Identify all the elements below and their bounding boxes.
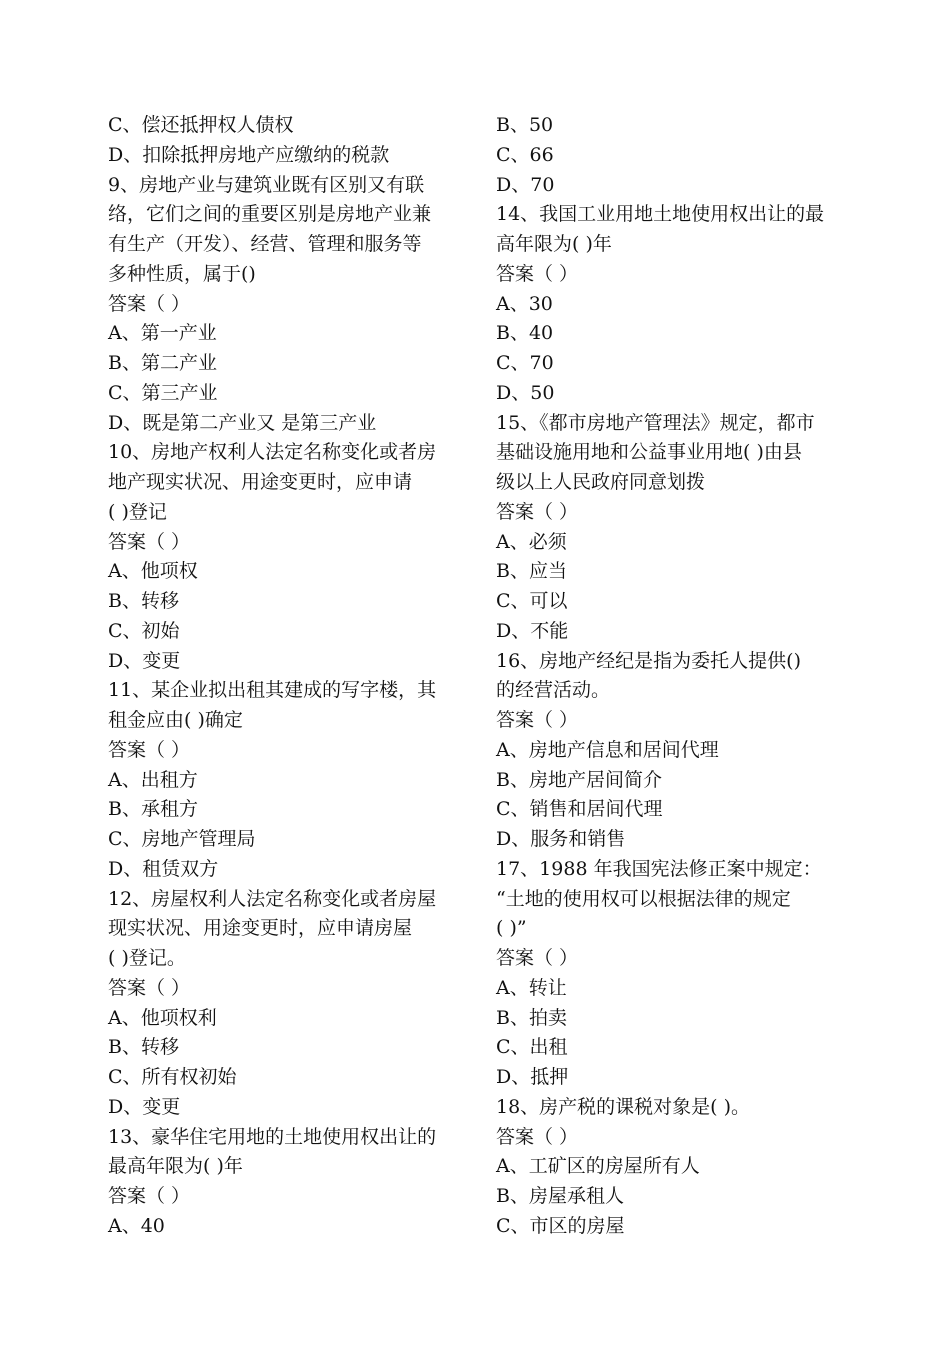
question-text-line: 最高年限为( )年 [108,1155,243,1178]
question-text: 18、房产税的课税对象是( )。 [496,1095,751,1118]
option-item: D、租赁双方 [108,857,219,880]
option-item: C、所有权初始 [108,1066,237,1088]
option-item: B、40 [496,322,554,345]
question-text-line: 级以上人民政府同意划拨 [496,471,706,493]
option-item: A、40 [108,1214,165,1237]
option-item: A、30 [496,292,553,315]
answer-label: 答案（ ） [108,976,191,999]
option-item: D、变更 [108,1095,181,1118]
question-text-line: 络，它们之间的重要区别是房地产业兼 [108,203,432,226]
question-text-line: 基础设施用地和公益事业用地( )由县 [496,441,802,464]
answer-label: 答案（ ） [108,1185,191,1207]
question-text-line: “土地的使用权可以根据法律的规定 [496,887,791,910]
option-item: D、服务和销售 [496,828,626,850]
question-text-line: 多种性质，属于() [108,262,256,285]
answer-label: 答案（ ） [496,947,579,969]
question-text-line: 租金应由( )确定 [108,709,243,731]
answer-label: 答案（ ） [496,262,579,285]
option-item: A、转让 [496,976,567,999]
option-item: A、他项权 [108,560,198,583]
option-item: C、70 [496,352,554,374]
question-text: 10、房地产权利人法定名称变化或者房 [108,441,437,464]
option-item: B、应当 [496,560,567,583]
answer-label: 答案（ ） [108,738,191,761]
option-item: C、房地产管理局 [108,828,256,850]
question-text-line: 现实状况、用途变更时，应申请房屋 [108,917,413,940]
option-item: B、房屋承租人 [496,1185,624,1207]
question-text-line: 高年限为( )年 [496,233,612,255]
option-item: B、拍卖 [496,1006,567,1029]
option-item: D、50 [496,381,555,404]
answer-label: 答案（ ） [496,709,579,731]
option-item: A、第一产业 [108,322,217,345]
question-text: 14、我国工业用地土地使用权出让的最 [496,203,825,226]
question-text-line: ( )登记 [108,500,167,523]
option-item: A、他项权利 [108,1006,217,1029]
option-item: C、市区的房屋 [496,1214,625,1237]
question-text: 12、房屋权利人法定名称变化或者房屋 [108,887,437,910]
right-column [496,111,848,1242]
left-column [108,111,460,1242]
option-item: B、转移 [108,590,179,612]
answer-label: 答案（ ） [108,530,191,553]
question-text: 15、《都市房地产管理法》规定，都市 [496,411,815,434]
answer-label: 答案（ ） [108,292,191,315]
answer-label: 答案（ ） [496,500,579,523]
option-item: D、扣除抵押房地产应缴纳的税款 [108,143,390,166]
option-item: D、不能 [496,619,569,642]
option-item: A、工矿区的房屋所有人 [496,1155,700,1178]
option-item: C、偿还抵押权人债权 [108,114,294,136]
option-item: D、既是第二产业又 是第三产业 [108,411,377,434]
question-text-line: ( )” [496,917,527,940]
option-item: B、第二产业 [108,352,217,374]
option-item: B、承租方 [108,798,198,821]
option-item: B、房地产居间简介 [496,768,662,791]
option-item: C、出租 [496,1036,568,1059]
option-item: D、70 [496,173,555,196]
question-text: 9、房地产业与建筑业既有区别又有联 [108,173,425,196]
option-item: B、50 [496,114,554,136]
option-item: A、房地产信息和居间代理 [496,738,719,761]
option-item: A、必须 [496,530,567,553]
option-item: A、出租方 [108,768,198,791]
question-text: 11、某企业拟出租其建成的写字楼，其 [108,679,437,702]
question-text: 16、房地产经纪是指为委托人提供() [496,649,802,672]
option-item: C、66 [496,143,554,166]
answer-label: 答案（ ） [496,1125,579,1148]
option-item: D、变更 [108,649,181,672]
question-text-line: ( )登记。 [108,947,186,969]
option-item: D、抵押 [496,1066,569,1088]
option-item: C、第三产业 [108,381,218,404]
option-item: C、销售和居间代理 [496,798,663,821]
question-text: 13、豪华住宅用地的土地使用权出让的 [108,1125,437,1148]
question-text-line: 有生产（开发）、经营、管理和服务等 [108,233,422,255]
question-text-line: 的经营活动。 [496,679,611,702]
option-item: C、初始 [108,619,180,642]
option-item: B、转移 [108,1036,179,1059]
option-item: C、可以 [496,590,568,612]
question-text: 17、1988 年我国宪法修正案中规定： [496,857,822,880]
question-text-line: 地产现实状况、用途变更时，应申请 [108,471,413,493]
